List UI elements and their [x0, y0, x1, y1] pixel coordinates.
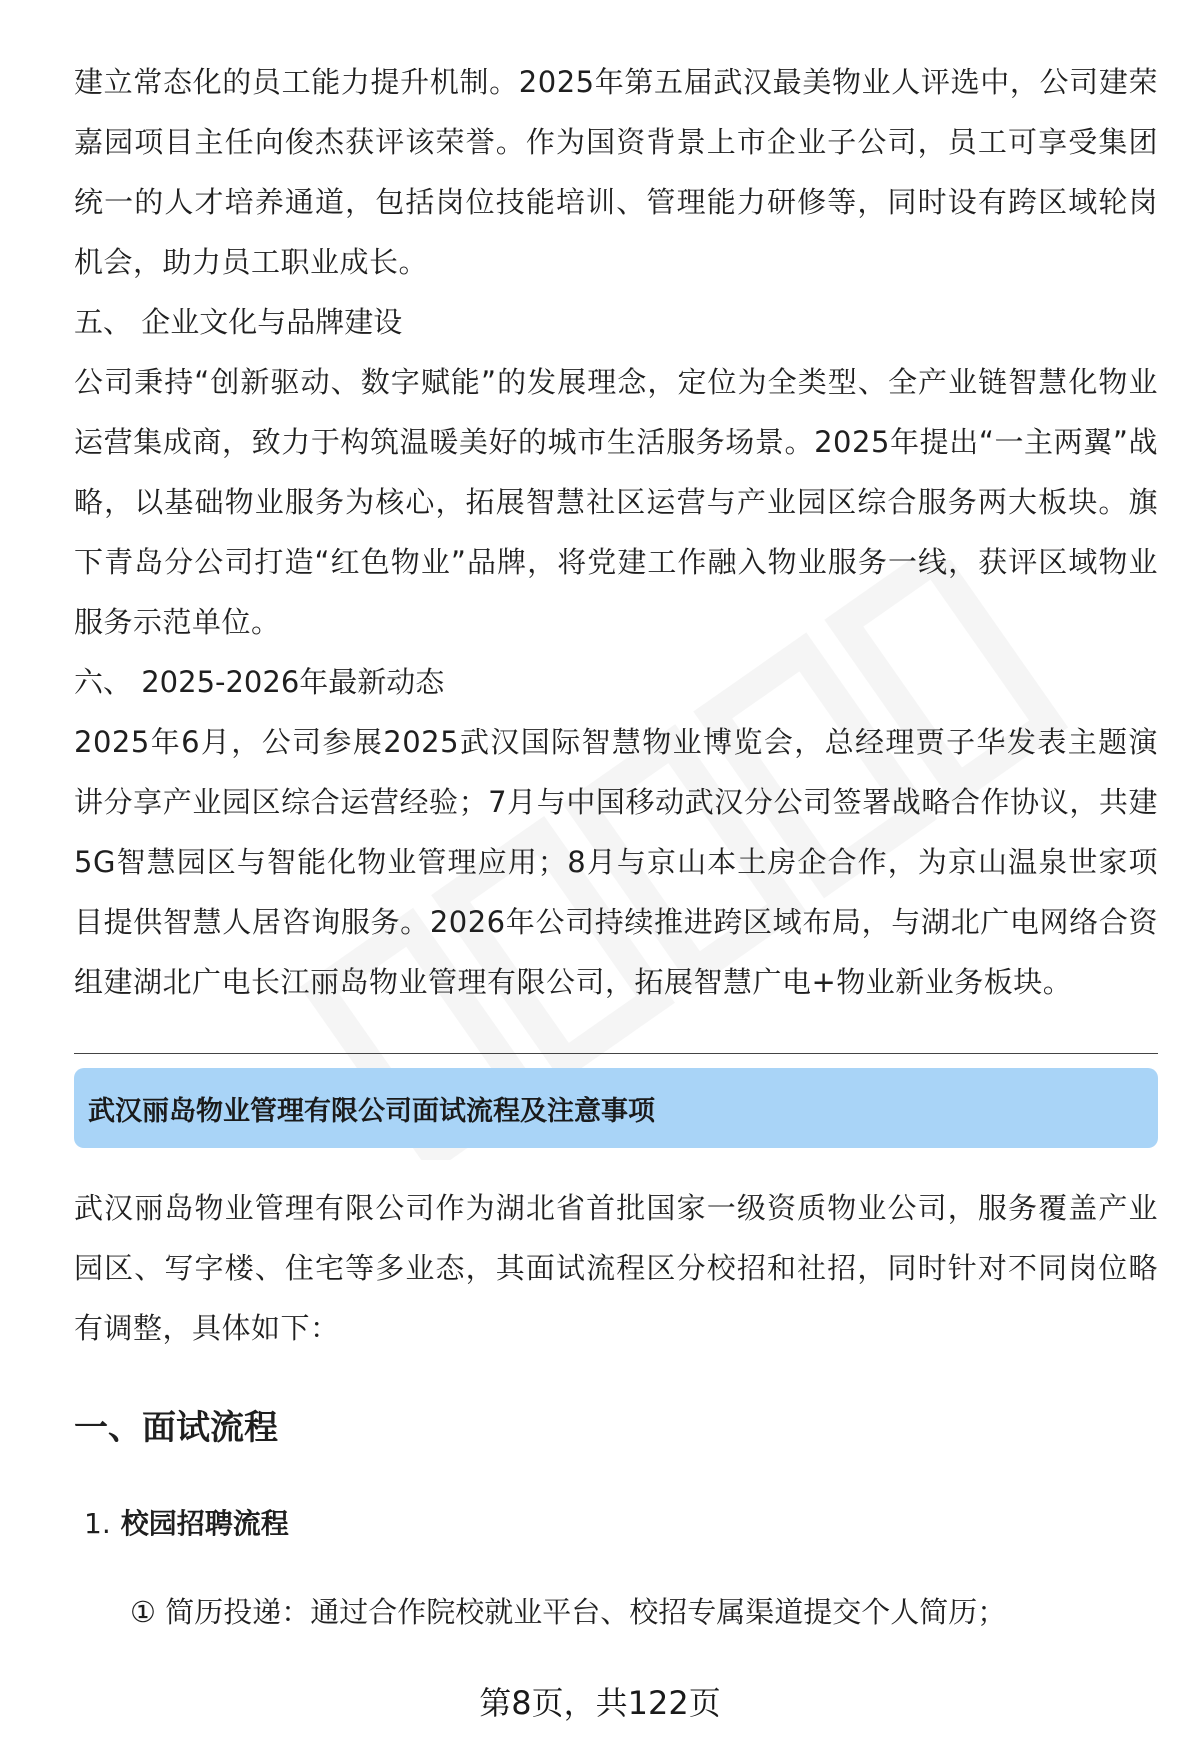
body-text [74, 52, 1158, 1012]
step-resume-submission: ① 简历投递：通过合作院校就业平台、校招专属渠道提交个人简历； [130, 1595, 1007, 1629]
heading-interview-process: 一、面试流程 [74, 1408, 278, 1448]
paragraph-talent: 建立常态化的员工能力提升机制。2025年第五届武汉最美物业人评选中，公司建荣嘉园项目主任向俊杰获评该荣誉。作为国资背景上市企业子公司，员工可享受集团统一的人才培养通道，包括岗位技能培训、管理能力研修等，同时设有跨区域轮岗机会，助力员工职业成长。 [74, 65, 1158, 279]
section-6-body: 2025年6月，公司参展2025武汉国际智慧物业博览会，总经理贾子华发表主题演讲分享产业园区综合运营经验；7月与中国移动武汉分公司签署战略合作协议，共建5G智慧园区与智能化物业管理应用；8月与京山本土房企合作，为京山温泉世家项目提供智慧人居咨询服务。2026年公司持续推进跨区域布局，与湖北广电网络合资组建湖北广电长江丽岛物业管理有限公司，拓展智慧广电+物业新业务板块。 [74, 725, 1159, 999]
page-number-footer: 第8页，共122页 [479, 1684, 721, 1722]
section-banner [74, 1068, 1158, 1148]
intro-paragraph: 武汉丽岛物业管理有限公司作为湖北省首批国家一级资质物业公司，服务覆盖产业园区、写字楼、住宅等多业态，其面试流程区分校招和社招，同时针对不同岗位略有调整，具体如下： [74, 1191, 1158, 1345]
heading-campus-label: 校园招聘流程 [120, 1507, 289, 1540]
list-number: 1. [84, 1507, 111, 1540]
section-5-title: 五、 企业文化与品牌建设 [74, 305, 403, 339]
banner-title: 武汉丽岛物业管理有限公司面试流程及注意事项 [88, 1095, 655, 1127]
section-5-body: 公司秉持“创新驱动、数字赋能”的发展理念，定位为全类型、全产业链智慧化物业运营集成商，致力于构筑温暖美好的城市生活服务场景。2025年提出“一主两翼”战略，以基础物业服务为核心，拓展智慧社区运营与产业园区综合服务两大板块。旗下青岛分公司打造“红色物业”品牌，将党建工作融入物业服务一线，获评区域物业服务示范单位。 [74, 365, 1158, 639]
intro-block [74, 1178, 1158, 1358]
section-6-title: 六、 2025-2026年最新动态 [74, 665, 445, 699]
heading-campus-recruitment [84, 1502, 289, 1542]
section-divider [74, 1053, 1158, 1054]
